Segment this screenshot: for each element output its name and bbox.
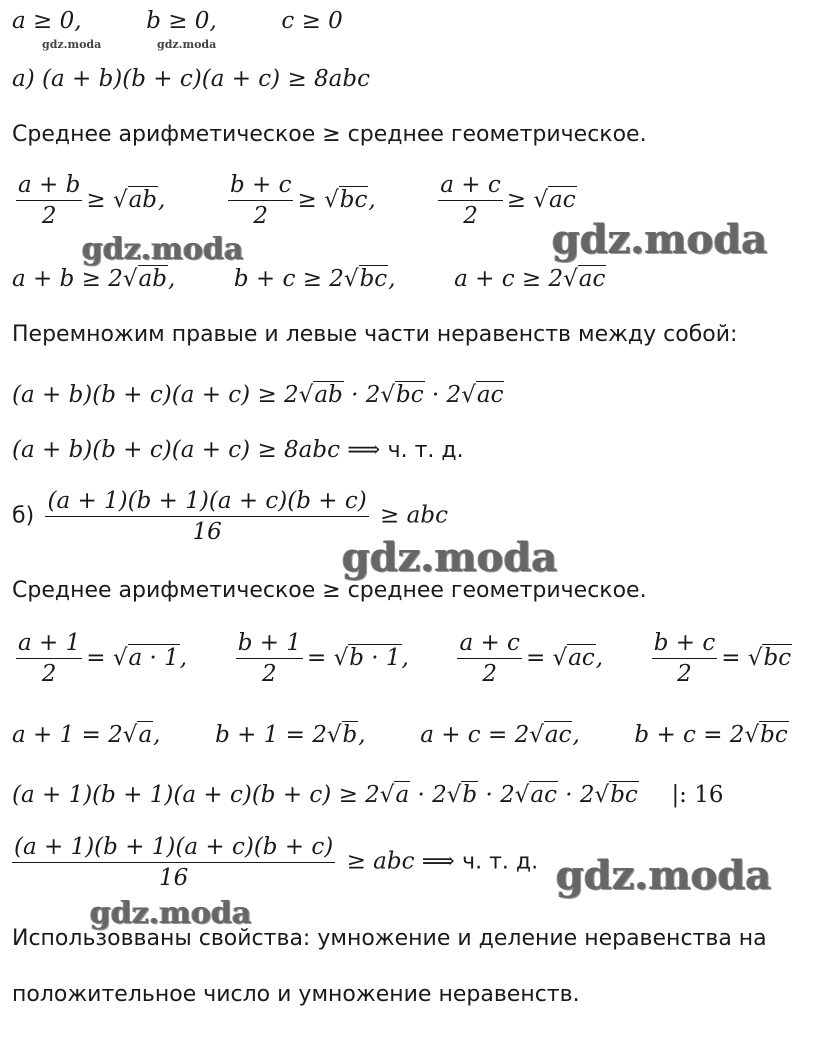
frac-denominator: 16 [158, 865, 189, 891]
watermark: gdz.moda [90, 896, 252, 931]
frac-numerator: b + 1 [236, 630, 303, 659]
properties-text-1: Использовваны свойства: умножение и деление неравенства на [12, 926, 767, 951]
frac-numerator: (a + 1)(b + 1)(a + c)(b + c) [45, 488, 368, 517]
radicand: ab [128, 186, 158, 213]
radicand: bc [610, 782, 638, 808]
separator: , [158, 186, 166, 213]
separator: , [153, 722, 161, 748]
frac-item: $\frac{a + 1}{2}$ = √a · 1, [18, 630, 188, 687]
frac-relation: ≥ [297, 186, 325, 213]
frac-numerator: a + c [438, 172, 503, 201]
product-line-1: (a + b)(b + c)(a + c) ≥ 2√ab · 2√bc · 2√ac [12, 382, 504, 408]
radicand: ac [549, 186, 576, 213]
inequality-item: b + c = 2√bc [634, 722, 788, 748]
final-line [12, 834, 538, 891]
radicand: b · 1 [349, 644, 401, 671]
final-rhs: ≥ abc ⟹ [346, 848, 455, 875]
separator: , [368, 186, 376, 213]
inequality-item: b + 1 = 2√b, [215, 722, 366, 748]
watermark: gdz.moda [342, 534, 558, 581]
frac-denominator: 2 [482, 661, 498, 687]
frac-item: $\frac{b + c}{2}$ = √bc [653, 630, 792, 687]
am-gm-text-2: Среднее арифметическое ≥ среднее геометрическое. [12, 578, 647, 603]
am-gm-fractions-a [12, 172, 577, 229]
multiply-text: Перемножим правые и левые части неравенств между собой: [12, 322, 738, 347]
separator: , [401, 644, 409, 671]
frac-numerator: b + c [652, 630, 718, 659]
am-gm-inequalities-a [12, 266, 606, 292]
condition-line [12, 8, 343, 34]
separator: , [388, 266, 396, 292]
condition-a: a ≥ 0, [12, 8, 82, 34]
inequality-lhs: a + b ≥ 2 [12, 266, 123, 292]
product-mult: · 2 [410, 782, 447, 808]
radicand: bc [763, 644, 792, 671]
radicand: ac [578, 266, 606, 292]
watermark: gdz.moda [157, 38, 217, 51]
condition-b: b ≥ 0, [146, 8, 217, 34]
inequality-lhs: a + c ≥ 2 [454, 266, 564, 292]
radicand: ab [314, 382, 343, 408]
product-mult: · 2 [424, 382, 462, 408]
inequality-item: a + c ≥ 2√ac [454, 266, 606, 292]
radicand: b [462, 782, 478, 808]
separator: , [179, 644, 188, 671]
watermark: gdz.moda [82, 232, 244, 267]
inequality-lhs: b + c = 2 [634, 722, 745, 748]
watermark: gdz.moda [552, 216, 768, 263]
product-line-3: (a + 1)(b + 1)(a + c)(b + c) ≥ 2√a · 2√b · 2√ac · 2√bc |: 16 [12, 782, 724, 808]
frac-relation: ≥ [86, 186, 113, 213]
inequality-item: b + c ≥ 2√bc, [233, 266, 396, 292]
am-gm-equalities-b [12, 722, 789, 748]
radicand: bc [359, 266, 388, 292]
product-line-2 [12, 437, 464, 463]
frac-denominator: 2 [253, 203, 269, 229]
frac-denominator: 2 [41, 661, 57, 687]
radicand: bc [339, 186, 368, 213]
radicand: bc [396, 382, 424, 408]
inequality-lhs: b + 1 = 2 [215, 722, 327, 748]
radicand: ac [568, 644, 595, 671]
frac-denominator: 2 [262, 661, 277, 687]
radicand: a [395, 782, 410, 808]
inequality-lhs: b + c ≥ 2 [233, 266, 344, 292]
frac-item: $\frac{a + b}{2}$ ≥ √ab, [18, 172, 166, 229]
frac-item: $\frac{b + 1}{2}$ = √b · 1, [237, 630, 409, 687]
frac-item: $\frac{a + c}{2}$ = √ac, [459, 630, 604, 687]
radicand: ac [530, 782, 557, 808]
inequality-item: a + b ≥ 2√ab, [12, 266, 176, 292]
qed-label: ч. т. д. [462, 849, 539, 875]
frac-item: $\frac{b + c}{2}$ ≥ √bc, [229, 172, 376, 229]
frac-numerator: b + c [228, 172, 294, 201]
radicand: b [342, 722, 358, 748]
separator: , [358, 722, 366, 748]
am-gm-text: Среднее арифметическое ≥ среднее геометрическое. [12, 122, 647, 147]
frac-denominator: 2 [677, 661, 692, 687]
qed-label: ч. т. д. [387, 438, 464, 463]
radicand: ab [138, 266, 167, 292]
product-mult: · 2 [557, 782, 595, 808]
condition-c: c ≥ 0 [281, 8, 343, 34]
separator: , [167, 266, 176, 292]
frac-denominator: 2 [463, 203, 478, 229]
frac-numerator: a + 1 [16, 630, 82, 659]
frac-relation: = [721, 644, 748, 671]
inequality-item: a + c = 2√ac, [420, 722, 580, 748]
radicand: a [138, 722, 153, 748]
divide-note: |: 16 [671, 782, 724, 808]
frac-relation: ≥ [506, 186, 534, 213]
radicand: ac [544, 722, 572, 748]
inequality-lhs: a + c = 2 [420, 722, 530, 748]
product-lhs: (a + 1)(b + 1)(a + c)(b + c) ≥ 2 [12, 782, 380, 808]
product-mult: · 2 [478, 782, 515, 808]
separator: , [595, 644, 604, 671]
watermark: gdz.moda [556, 852, 772, 899]
frac-relation: = [306, 644, 334, 671]
frac-denominator: 2 [41, 203, 57, 229]
separator: , [572, 722, 580, 748]
inequality-lhs: a + 1 = 2 [12, 722, 123, 748]
frac-numerator: a + c [457, 630, 522, 659]
frac-numerator: (a + 1)(b + 1)(a + c)(b + c) [12, 834, 335, 863]
frac-relation: = [86, 644, 113, 671]
radicand: a · 1 [128, 644, 179, 671]
frac-numerator: a + b [16, 172, 82, 201]
product-result: (a + b)(b + c)(a + c) ≥ 8abc ⟹ [12, 437, 381, 463]
frac-item: $\frac{a + c}{2}$ ≥ √ac [440, 172, 576, 229]
radicand: bc [760, 722, 788, 748]
watermark: gdz.moda [42, 38, 102, 51]
product-lhs: (a + b)(b + c)(a + c) ≥ 2 [12, 382, 299, 408]
part-b-label: б) [12, 503, 35, 529]
inequality-item: a + 1 = 2√a, [12, 722, 161, 748]
frac-relation: = [525, 644, 553, 671]
part-a-statement: а) (a + b)(b + c)(a + c) ≥ 8abc [12, 66, 370, 92]
part-b-rhs: ≥ abc [380, 502, 448, 529]
radicand: ac [476, 382, 504, 408]
properties-text-2: положительное число и умножение неравенств. [12, 982, 580, 1007]
product-mult: · 2 [343, 382, 381, 408]
am-gm-fractions-b [12, 630, 792, 687]
frac-denominator: 16 [192, 519, 222, 545]
